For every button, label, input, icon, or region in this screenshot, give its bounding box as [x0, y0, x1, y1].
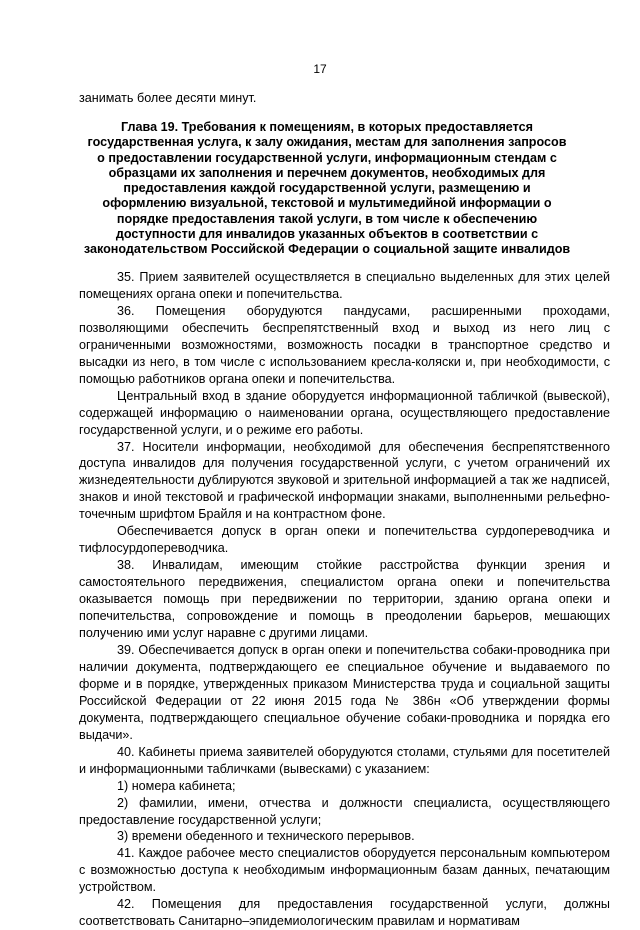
paragraph-38: 38. Инвалидам, имеющим стойкие расстройства функции зрения и самостоятельного передвижения, специалистом органа опеки и попечительства оказывается помощь при передвижении по территории, зданию органа опеки и попечительства, сопровождение и помощь в преодолении барьеров, мешающих получению ими услуг наравне с другими лицами. — [79, 558, 610, 641]
paragraph-central-entrance: Центральный вход в здание оборудуется информационной табличкой (вывеской), содержащей информацию о наименовании органа, осуществляющего предоставление государственной услуги, и о режиме его работы. — [79, 388, 610, 437]
list-item-3: 3) времени обеденного и технического перерывов. — [117, 829, 415, 844]
paragraph-36: 36. Помещения оборудуются пандусами, расширенными проходами, позволяющими обеспечить беспрепятственный вход и выход из него лиц с ограниченными возможностями, возможность посадки в транспортное средство и высадки из него, в том числе с использованием кресла-коляски и, при необходимости, с помощью работников органа опеки и попечительства. — [79, 303, 610, 386]
chapter-heading: Глава 19. Требования к помещениям, в которых предоставляется государственная услуга, к залу ожидания, местам для заполнения запросов о предоставлении государственной услуги, информационным стендам с образцами их заполнения и перечнем документов, необходимых для предоставления каждой государственной услуги, размещению и оформлению визуальной, текстовой и мультимедийной информации о порядке предоставления такой услуги, в том числе к обеспечению доступности для инвалидов указанных объектов в соответствии с законодательством Российской Федерации о социальной защите инвалидов — [83, 120, 571, 257]
paragraph-40: 40. Кабинеты приема заявителей оборудуются столами, стульями для посетителей и информационными табличками (вывесками) с указанием: — [79, 744, 610, 776]
paragraph-interpreter-access: Обеспечивается допуск в орган опеки и попечительства сурдопереводчика и тифлосурдопереводчика. — [79, 524, 610, 556]
paragraph-39: 39. Обеспечивается допуск в орган опеки и попечительства собаки-проводника при наличии документа, подтверждающего ее специальное обучение и выдаваемого по форме и в порядке, утвержденных приказом Министерства труда и социальной защиты Российской Федерации от 22 июня 2015 года № 386н «Об утверждении формы документа, подтверждающего специальное обучение собаки-проводника и порядка его выдачи». — [79, 642, 610, 742]
paragraph-37: 37. Носители информации, необходимой для обеспечения беспрепятственного доступа инвалидов для получения государственной услуги, с учетом ограничений их жизнедеятельности дублируются звуковой и зрительной информацией а так же надписей, знаков и иной текстовой и графической информации знаками, выполненными рельефно-точечным шрифтом Брайля и на контрастном фоне. — [79, 439, 610, 522]
page-number: 17 — [313, 62, 327, 76]
document-body — [79, 269, 610, 930]
paragraph-35: 35. Прием заявителей осуществляется в специально выделенных для этих целей помещениях органа опеки и попечительства. — [79, 270, 610, 301]
paragraph-41: 41. Каждое рабочее место специалистов оборудуется персональным компьютером с возможностью доступа к необходимым информационным базам данных, печатающим устройством. — [79, 846, 610, 895]
paragraph-42: 42. Помещения для предоставления государственной услуги, должны соответствовать Санитарно–эпидемиологическим правилам и нормативам — [79, 897, 610, 929]
list-item-2: 2) фамилии, имени, отчества и должности специалиста, осуществляющего предоставление государственной услуги; — [79, 795, 610, 827]
continuation-text: занимать более десяти минут. — [79, 91, 257, 105]
list-item-1: 1) номера кабинета; — [117, 778, 236, 793]
